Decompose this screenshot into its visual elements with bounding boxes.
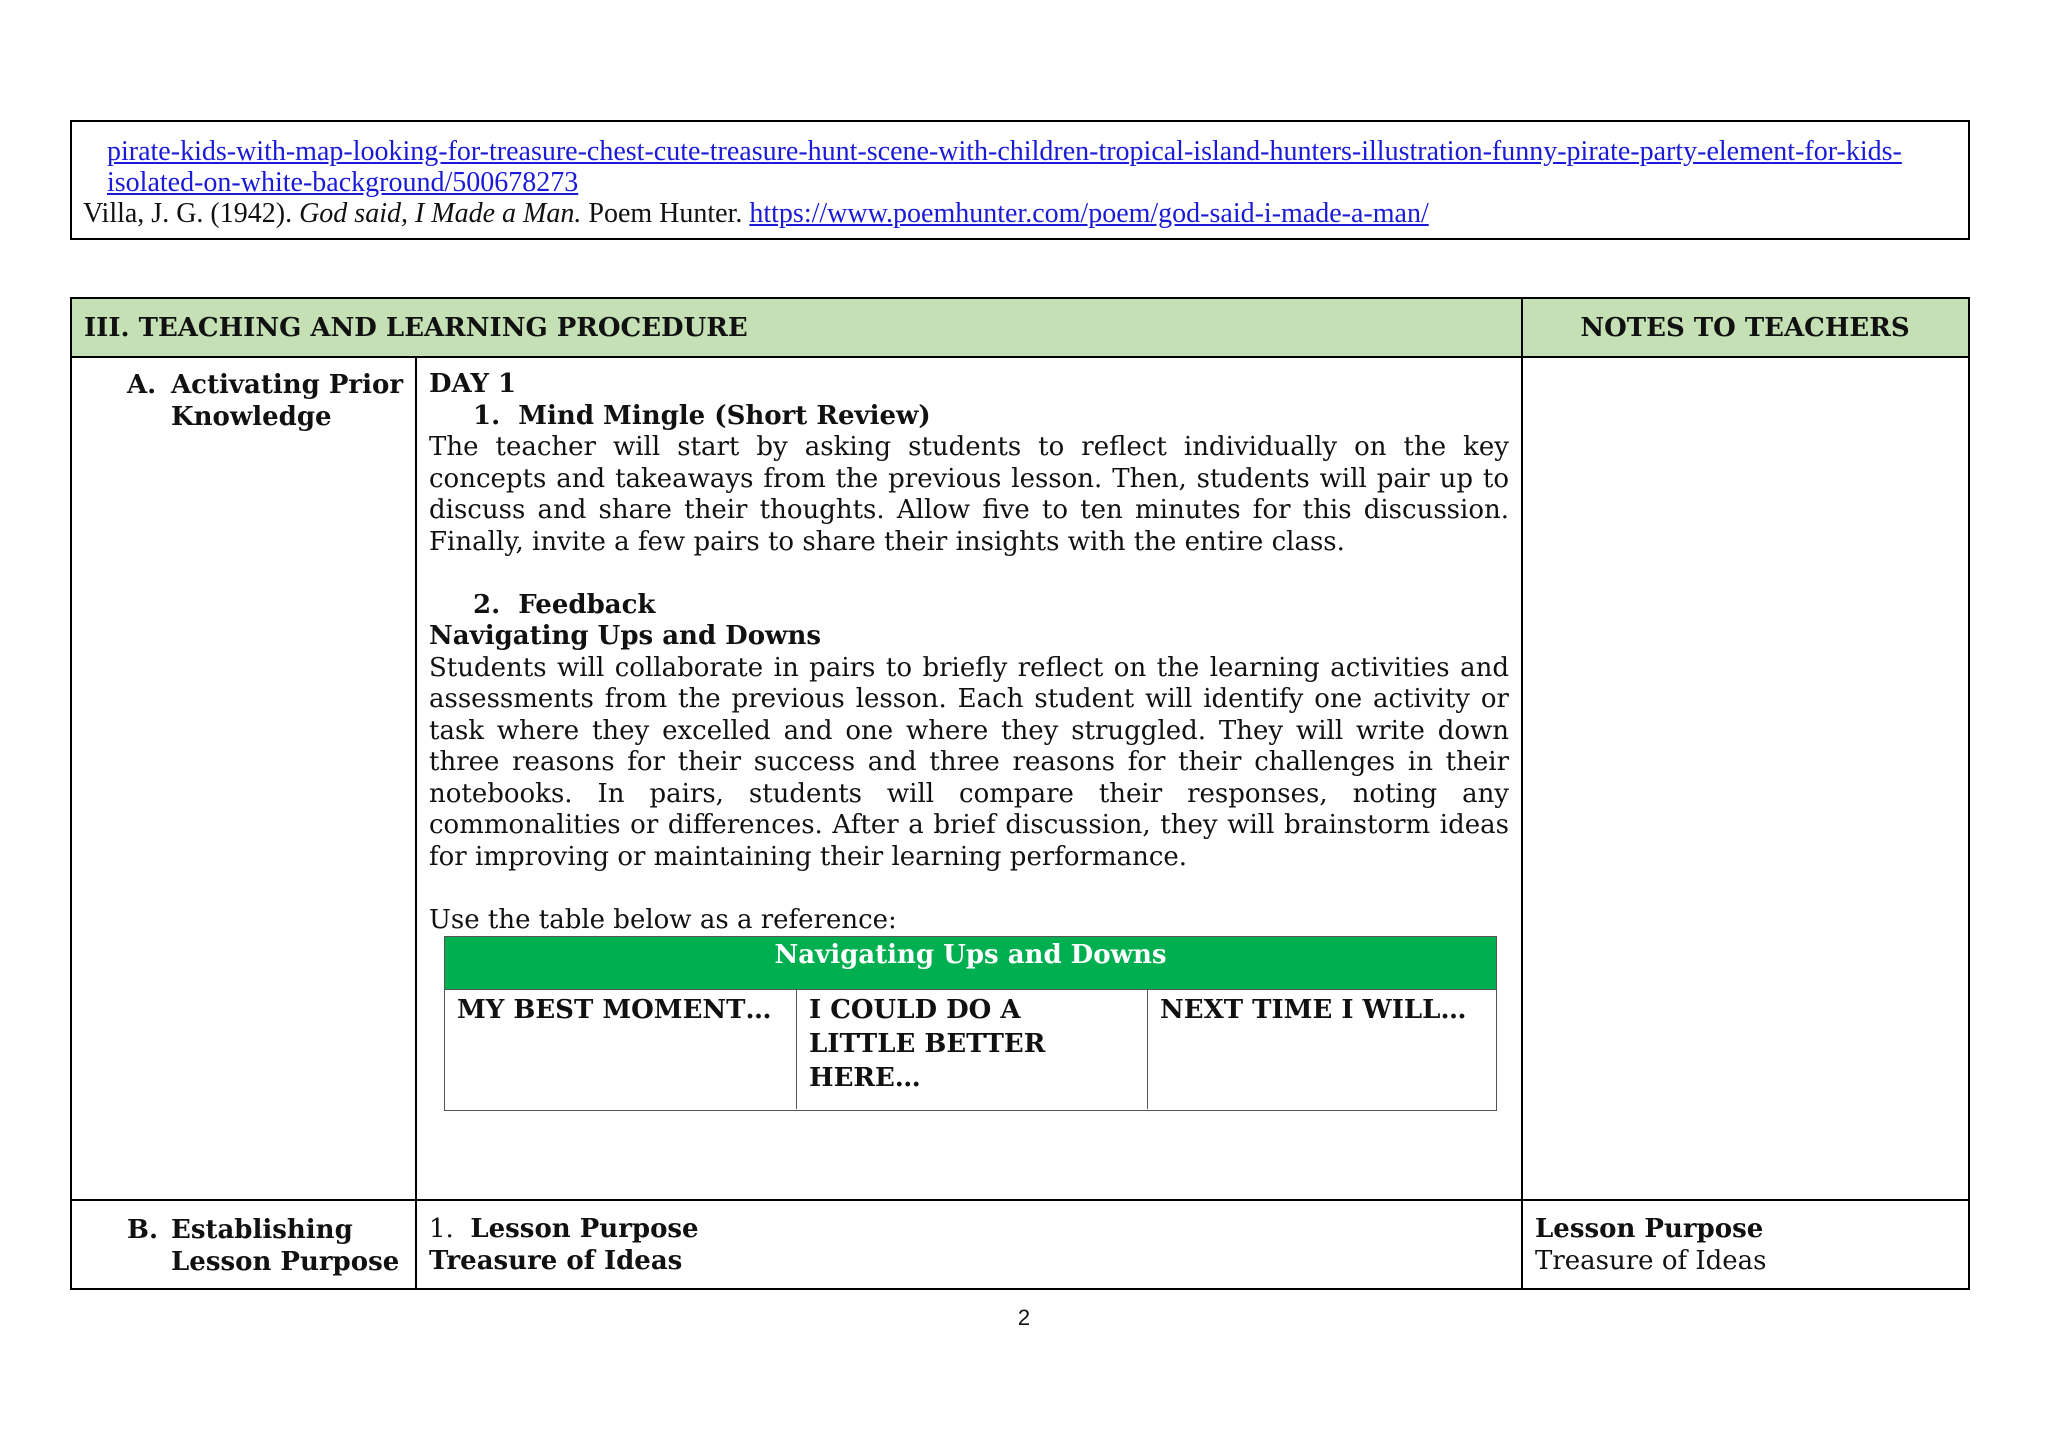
section-a-letter: A. [127,370,157,400]
villa-title: God said, I Made a Man. [299,198,582,229]
section-b-content [429,1214,1509,1277]
item-1-number: 1. [473,400,501,431]
label-column-divider [415,357,417,1288]
villa-author: Villa, J. G. (1942). [83,198,300,229]
lesson-purpose-title: Lesson Purpose [470,1214,699,1244]
header-divider [72,356,1968,358]
day-heading: DAY 1 [429,369,517,399]
procedure-table [70,297,1970,1290]
reference-link-freepik[interactable] [107,136,1962,198]
notes-treasure-of-ideas: Treasure of Ideas [1535,1245,1767,1276]
item-2-subtitle: Navigating Ups and Downs [429,621,821,651]
table-intro: Use the table below as a reference: [429,904,897,935]
lesson-purpose-number: 1. [429,1214,454,1244]
reference-villa [83,198,1429,229]
references-box [70,120,1970,240]
ups-downs-table [444,936,1497,1111]
column-next-time: NEXT TIME I WILL… [1147,990,1495,1109]
section-a-title: Activating Prior Knowledge [171,370,404,432]
item-2-number: 2. [473,589,501,620]
column-do-better: I COULD DO A LITTLE BETTER HERE… [796,990,1147,1109]
lesson-purpose-heading [429,1214,1509,1246]
item-1-heading [429,401,1509,433]
page-number: 2 [1017,1305,1031,1330]
freepik-url[interactable]: pirate-kids-with-map-looking-for-treasure-chest-cute-treasure-hunt-scene-with-children-tropical-island-hunters-illustration-funny-pirate-party-element-for-kids-isolated-on-white-background/500678273 [107,136,1902,198]
villa-source: Poem Hunter. [581,198,750,229]
notes-lesson-purpose: Lesson Purpose [1535,1214,1764,1244]
ups-downs-title: Navigating Ups and Downs [445,937,1496,990]
section-b-letter: B. [127,1215,159,1245]
lesson-purpose-subtitle: Treasure of Ideas [429,1245,683,1276]
item-1-paragraph: The teacher will start by asking students to reflect individually on the key concepts and takeaways from the previous lesson. Then, students will pair up to discuss and share their thoughts. Allow five to ten minutes for this discussion. Finally, invite a few pairs to share their insights with the entire class. [429,432,1509,557]
section-b-title: Establishing Lesson Purpose [171,1215,400,1277]
procedure-header: III. TEACHING AND LEARNING PROCEDURE [84,313,748,343]
item-2-paragraph: Students will collaborate in pairs to briefly reflect on the learning activities and assessments from the previous lesson. Each student will identify one activity or task where they excelled and one where they struggled. They will write down three reasons for their success and three reasons for their challenges in their notebooks. In pairs, students will compare their responses, noting any commonalities or differences. After a brief discussion, they will brainstorm ideas for improving or maintaining their learning performance. [429,652,1509,872]
section-divider [72,1199,1968,1201]
notes-column-divider [1521,299,1523,1288]
column-best-moment: MY BEST MOMENT… [457,995,772,1025]
notes-header: NOTES TO TEACHERS [1580,313,1910,343]
section-a-content [429,369,1509,936]
section-b-notes [1535,1214,1955,1277]
item-2-title: Feedback [518,589,656,620]
item-1-title: Mind Mingle (Short Review) [518,400,931,431]
poemhunter-url[interactable]: https://www.poemhunter.com/poem/god-said-i-made-a-man/ [749,198,1429,229]
item-2-heading [429,590,1509,622]
